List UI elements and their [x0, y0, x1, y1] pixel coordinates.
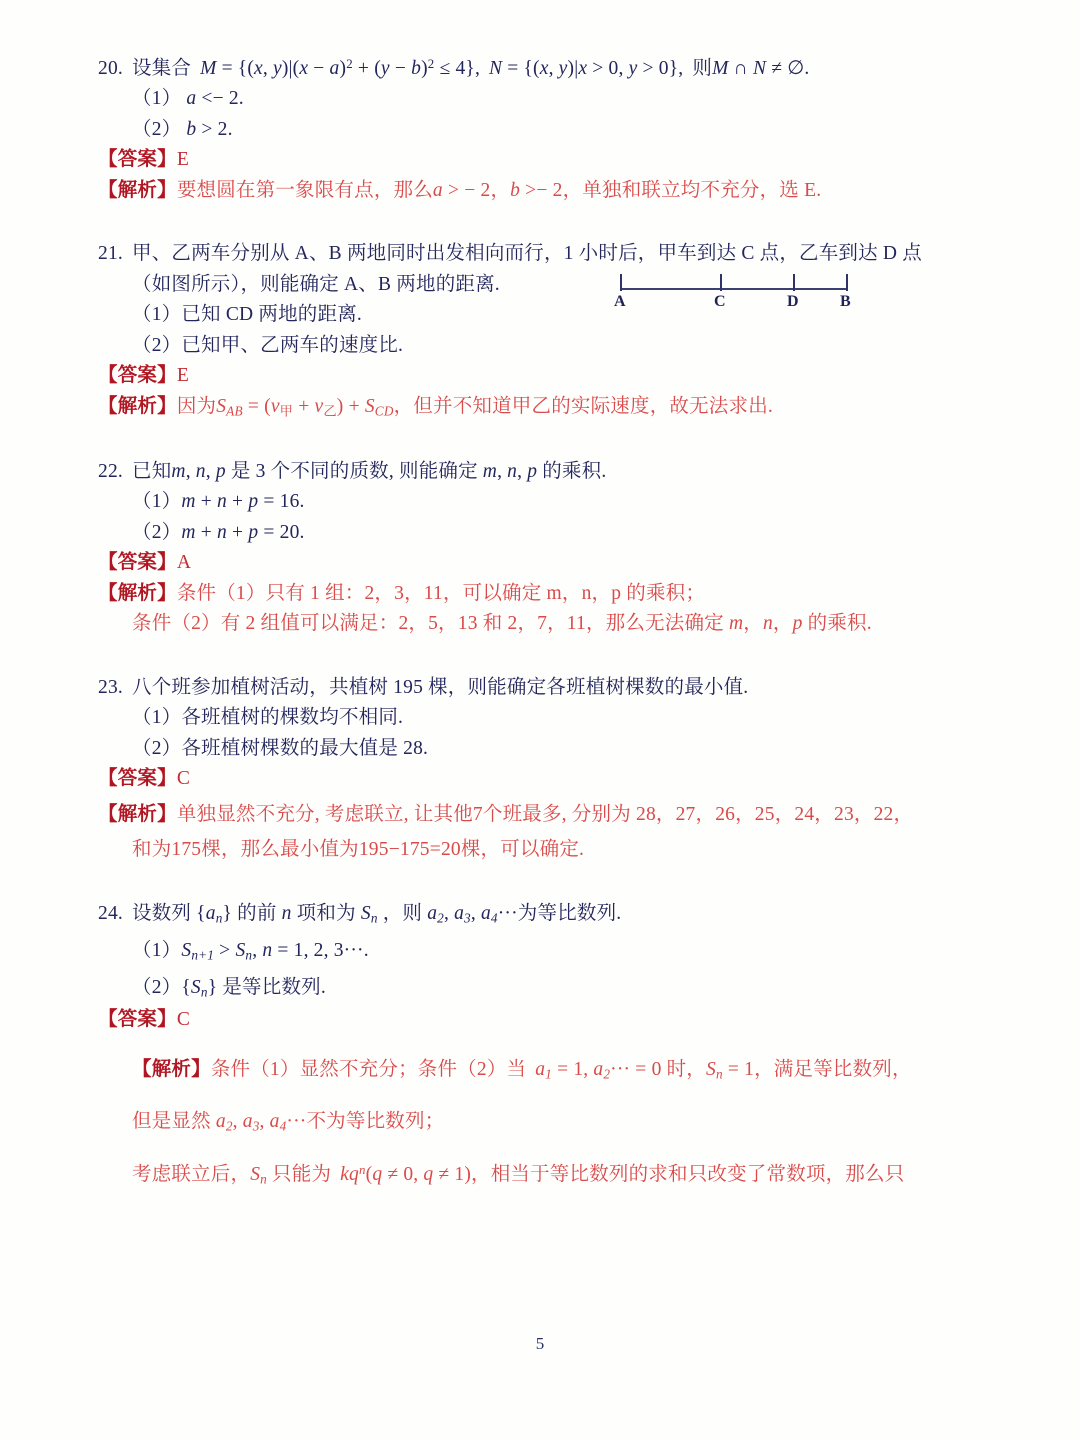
question-23-explanation-line-1 — [98, 805, 988, 825]
question-21-stem-line2: （如图所示），则能确定 A、B 两地的距离. — [132, 273, 500, 295]
answer-tag: 【答案】 — [98, 768, 177, 790]
question-24-answer — [98, 1010, 988, 1030]
question-22-stem: 已知m, n, p 是 3 个不同的质数, 则能确定 m, n, p 的乘积. — [132, 460, 607, 482]
question-20 — [98, 58, 988, 200]
question-22 — [98, 462, 988, 634]
number-line-figure — [612, 266, 862, 322]
question-21-stem-row — [98, 244, 988, 264]
question-24 — [98, 904, 988, 1186]
tick-a — [620, 274, 622, 291]
question-21-condition-2: （2）已知甲、乙两车的速度比. — [132, 334, 404, 356]
question-22-stem-row — [98, 462, 988, 482]
tick-c — [720, 274, 722, 291]
answer-value: E — [176, 149, 189, 171]
question-23-number: 23. — [98, 676, 123, 698]
question-23-condition-1: （1）各班植树的棵数均不相同. — [132, 707, 404, 729]
explain-tag: 【解析】 — [132, 1059, 211, 1081]
question-22-explanation-line-1: 【解析】条件（1）只有 1 组：2，3，11，可以确定 m，n，p 的乘积； — [98, 582, 706, 604]
question-23-condition-2: （2）各班植树棵数的最大值是 28. — [132, 737, 429, 759]
question-22-answer — [98, 553, 988, 573]
question-20-condition-1: （1） a <− 2. — [132, 88, 244, 110]
question-23-stem: 八个班参加植树活动，共植树 195 棵，则能确定各班植树棵数的最小值. — [132, 676, 749, 698]
explain-tag: 【解析】 — [98, 395, 177, 417]
answer-tag: 【答案】 — [98, 149, 177, 171]
question-24-explanation-line-2: 但是显然 $a_2$, $a_3$, $a_4\cdot\cdot\cdot$不为等比数列； — [132, 1111, 445, 1134]
question-22-number: 22. — [98, 460, 123, 482]
answer-value: A — [176, 552, 192, 574]
question-24-number: 24. — [98, 902, 123, 924]
question-21-stem-line1: 甲、乙两车分别从 A、B 两地同时出发相向而行，1 小时后，甲车到达 C 点，乙车到达 D 点 — [132, 243, 922, 265]
label-point-a: A — [614, 293, 626, 310]
label-point-d: D — [787, 293, 799, 310]
question-20-stem-row — [98, 58, 988, 78]
question-24-condition-1: $(1)S_{n+1} > S_n$, n = 1, 2, 3···. — [132, 939, 369, 963]
question-23-explanation-line-2: 和为175棵，那么最小值为195−175=20棵，可以确定. — [132, 839, 585, 861]
question-20-stem: 设集合 M = {(x, $y)|(x - a)^2 + (y - b)^2 \le 4$}, N = {(x, y)|x > 0, y > 0}, 则M ∩ N ≠ ∅. — [132, 57, 810, 79]
question-20-number: 20. — [98, 57, 123, 79]
answer-tag: 【答案】 — [98, 1008, 177, 1030]
page-number: 5 — [535, 1334, 545, 1353]
answer-tag: 【答案】 — [98, 552, 177, 574]
label-point-b: B — [840, 293, 851, 310]
answer-value: C — [176, 768, 191, 790]
answer-value: C — [176, 1008, 191, 1030]
explain-tag: 【解析】 — [98, 803, 177, 825]
explain-tag: 【解析】 — [98, 582, 177, 604]
explain-tag: 【解析】 — [98, 179, 177, 201]
question-24-explanation-line-1: 【解析】条件（1）显然不充分；条件（2）当 $a_1 = 1$, $a_2\cdot\cdot\cdot = 0$ 时，$S_n = 1$，满足等比数列， — [132, 1059, 912, 1082]
tick-b — [846, 274, 848, 291]
question-21-answer — [98, 366, 988, 386]
question-21-number: 21. — [98, 243, 123, 265]
question-23-explanation-text-1: 单独显然不充分, 考虑联立, 让其他7个班最多, 分别为 28，27，26，25，24，23，22， — [176, 803, 914, 825]
tick-d — [793, 274, 795, 291]
question-20-explanation: 【解析】要想圆在第一象限有点，那么a > − 2，b >− 2，单独和联立均不充分，选 E. — [98, 179, 822, 201]
question-23 — [98, 678, 988, 860]
question-21-explanation: 【解析】因为$S_{AB} = (v$甲 + v乙) + $S_{CD}$，但并不知道甲乙的实际速度，故无法求出. — [98, 395, 773, 419]
question-24-stem: 设数列 $\{a_n\}$ 的前 n 项和为 $S_n$ ，则 $a_2$, $a_3$, $a_4\cdot\cdot\cdot$为等比数列. — [132, 902, 622, 926]
question-20-condition-2: （2） b > 2. — [132, 118, 233, 140]
question-21-condition-1: （1）已知 CD 两地的距离. — [132, 304, 362, 326]
question-20-answer — [98, 150, 988, 170]
answer-tag: 【答案】 — [98, 365, 177, 387]
question-23-answer — [98, 769, 988, 789]
number-line-axis — [620, 288, 848, 290]
question-24-explanation-line-3: 考虑联立后，$S_n$ 只能为 $kq^n(q \ne 0$, q ≠ 1)，相当于等比数列的求和只改变了常数项，那么只 — [132, 1163, 905, 1187]
answer-value: E — [176, 365, 189, 387]
question-24-stem-row — [98, 904, 988, 925]
question-23-stem-row — [98, 678, 988, 698]
question-22-condition-1: （1）m + n + p = 16. — [132, 491, 305, 513]
label-point-c: C — [714, 293, 726, 310]
question-22-condition-2: （2）m + n + p = 20. — [132, 521, 305, 543]
question-24-condition-2: $(2)\{S_n\}$ 是等比数列. — [132, 976, 326, 1000]
question-22-explanation-line-2: 条件（2）有 2 组值可以满足：2，5，13 和 2，7，11，那么无法确定 m，n，p 的乘积. — [132, 613, 872, 635]
